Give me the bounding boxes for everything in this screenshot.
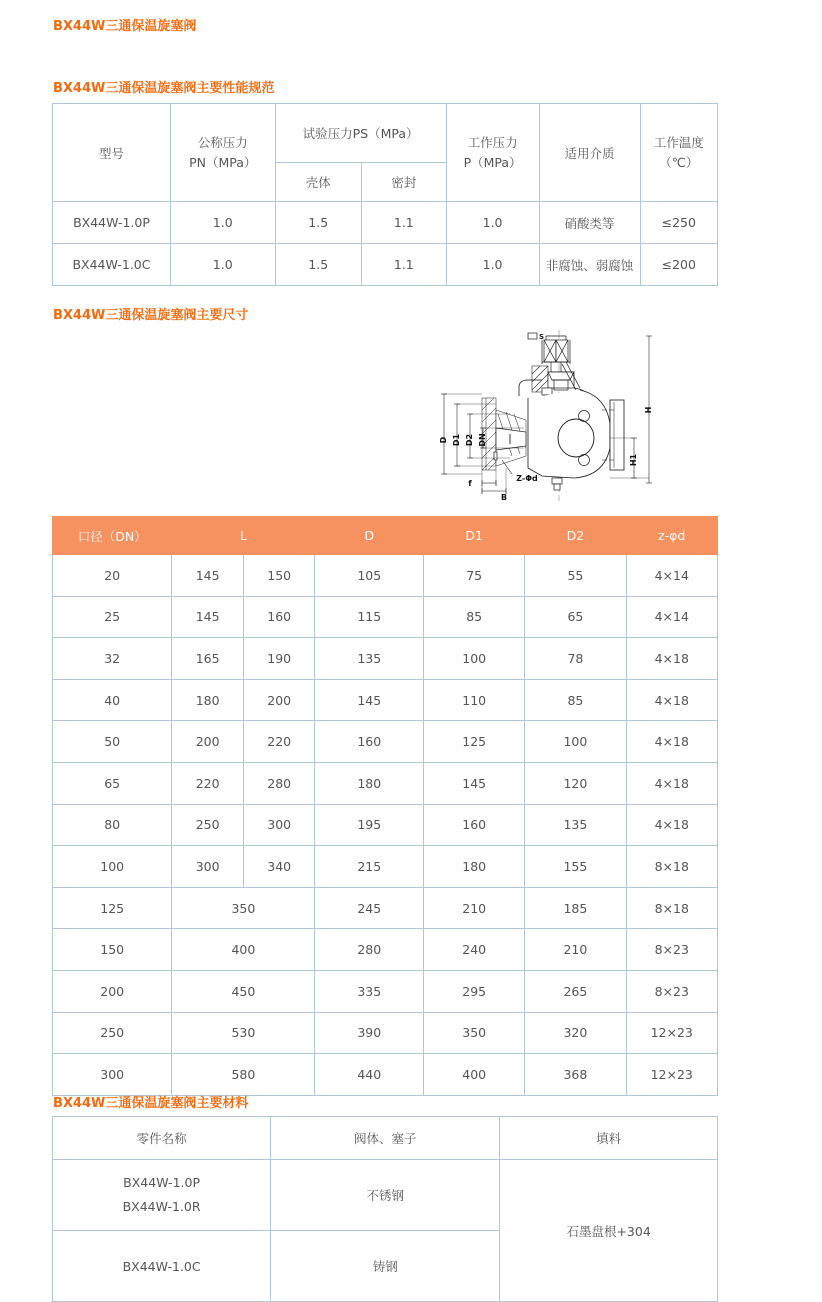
cell-z: 4×18 [626,762,718,804]
cell-z: 4×14 [626,596,718,638]
header-nominal-pressure-line1: 公称压力 [197,135,248,151]
cell-working: 1.0 [446,202,539,244]
cell-l1: 145 [172,596,244,638]
cell-d1: 180 [424,846,525,888]
cell-l-merged: 580 [172,1054,315,1096]
cell-d1: 85 [424,596,525,638]
cell-z: 4×18 [626,721,718,763]
cell-shell: 1.5 [275,202,361,244]
cell-d2: 55 [525,555,626,597]
cell-media: 非腐蚀、弱腐蚀 [539,244,640,286]
table-row [53,804,718,846]
cell-l1: 145 [172,555,244,597]
label-dn: DN [478,433,487,447]
header-d: D [315,517,424,555]
cell-d1: 110 [424,679,525,721]
table-row [53,244,718,286]
cell-l-merged: 450 [172,970,315,1012]
cell-working: 1.0 [446,244,539,286]
cell-d2: 265 [525,970,626,1012]
cell-l2: 200 [243,679,315,721]
s-symbol-box [528,333,537,339]
materials-section-title [53,1096,248,1112]
cell-dn: 65 [53,762,172,804]
cell-d2: 120 [525,762,626,804]
page-title-text: BX44W三通保温旋塞阀 [53,19,197,34]
cell-l1: 300 [172,846,244,888]
cell-l1: 250 [172,804,244,846]
cell-z: 12×23 [626,1012,718,1054]
cell-dn: 150 [53,929,172,971]
cell-part-line2: BX44W-1.0R [122,1199,201,1214]
cell-d1: 160 [424,804,525,846]
header-seal: 密封 [361,163,446,202]
materials-table [52,1116,718,1302]
cell-z: 4×14 [626,555,718,597]
label-d2: D2 [465,433,474,447]
label-d1: D1 [452,433,461,447]
header-working-pressure [446,104,539,202]
cell-d1: 240 [424,929,525,971]
cell-seal: 1.1 [361,244,446,286]
table-row [53,887,718,929]
header-nominal-pressure-line2: PN（MPa） [189,154,257,170]
header-working-pressure-line1: 工作压力 [467,135,518,151]
cell-z: 12×23 [626,1054,718,1096]
cell-d: 115 [315,596,424,638]
label-h1: H1 [629,453,638,467]
dimensions-section-title-text: BX44W三通保温旋塞阀主要尺寸 [53,308,249,323]
table-header-row [53,104,718,163]
cell-dn: 32 [53,638,172,680]
cell-d: 390 [315,1012,424,1054]
cell-l2: 340 [243,846,315,888]
cell-dn: 250 [53,1012,172,1054]
cell-pn: 1.0 [170,244,275,286]
cell-d: 160 [315,721,424,763]
cell-z: 8×18 [626,887,718,929]
label-f: f [468,479,472,488]
cell-seal: 1.1 [361,202,446,244]
cell-d2: 210 [525,929,626,971]
table-row [53,929,718,971]
performance-specs-table [52,103,718,286]
cell-d: 135 [315,638,424,680]
label-z-phi-d: Z-Φd [516,474,538,483]
cell-model: BX44W-1.0C [53,244,171,286]
table-row [53,762,718,804]
cell-dn: 80 [53,804,172,846]
cell-z: 8×23 [626,929,718,971]
cell-d1: 75 [424,555,525,597]
label-d: D [439,436,448,444]
cell-d: 195 [315,804,424,846]
materials-section-title-text: BX44W三通保温旋塞阀主要材料 [53,1096,249,1111]
cell-body-material: 不锈钢 [271,1160,500,1231]
label-b: B [500,493,508,502]
cell-d1: 145 [424,762,525,804]
table-row [53,679,718,721]
cell-z: 4×18 [626,804,718,846]
header-temperature-line2: （℃） [659,154,699,170]
cell-d: 215 [315,846,424,888]
table-row [53,596,718,638]
dimensions-section-title [53,308,248,324]
cell-l1: 165 [172,638,244,680]
cell-l2: 160 [243,596,315,638]
cell-l1: 220 [172,762,244,804]
header-d2: D2 [525,517,626,555]
cell-d1: 210 [424,887,525,929]
header-body-plug: 阀体、塞子 [271,1117,500,1160]
cell-shell: 1.5 [275,244,361,286]
cell-l1: 180 [172,679,244,721]
table-header-row [53,1117,718,1160]
table-row [53,1160,718,1231]
table-header-row [53,517,718,555]
cell-temperature: ≤200 [640,244,717,286]
cell-z: 8×18 [626,846,718,888]
cell-d1: 100 [424,638,525,680]
cell-d1: 125 [424,721,525,763]
label-s: S [539,333,545,341]
cell-l-merged: 350 [172,887,315,929]
table-row [53,555,718,597]
cell-d: 335 [315,970,424,1012]
header-dn: 口径（DN） [53,517,172,555]
cell-l2: 280 [243,762,315,804]
cell-z: 4×18 [626,638,718,680]
cell-z: 8×23 [626,970,718,1012]
cell-d1: 350 [424,1012,525,1054]
valve-cross-section-drawing [424,328,662,503]
performance-section-title [53,81,274,97]
cell-l2: 220 [243,721,315,763]
cell-dn: 125 [53,887,172,929]
cell-l-merged: 400 [172,929,315,971]
cell-part-names: BX44W-1.0C [53,1231,271,1302]
table-row [53,970,718,1012]
header-part-name: 零件名称 [53,1117,271,1160]
header-temperature [640,104,717,202]
cell-model: BX44W-1.0P [53,202,171,244]
cell-l2: 300 [243,804,315,846]
cell-d: 440 [315,1054,424,1096]
cell-d2: 100 [525,721,626,763]
cell-l-merged: 530 [172,1012,315,1054]
cell-body-material: 铸钢 [271,1231,500,1302]
cell-packing-material: 石墨盘根+304 [500,1160,718,1302]
cell-d2: 185 [525,887,626,929]
cell-l1: 200 [172,721,244,763]
header-nominal-pressure [170,104,275,202]
cell-d: 280 [315,929,424,971]
table-row [53,1012,718,1054]
cell-dn: 25 [53,596,172,638]
header-test-pressure: 试验压力PS（MPa） [275,104,446,163]
cell-part-names [53,1160,271,1231]
plug-bore [558,419,594,457]
cell-d2: 135 [525,804,626,846]
cell-part-line1: BX44W-1.0P [123,1174,200,1190]
header-d1: D1 [424,517,525,555]
cell-dn: 100 [53,846,172,888]
cell-media: 硝酸类等 [539,202,640,244]
cell-z: 4×18 [626,679,718,721]
cell-dn: 300 [53,1054,172,1096]
cell-d1: 400 [424,1054,525,1096]
cell-d: 180 [315,762,424,804]
cell-d: 105 [315,555,424,597]
cell-d2: 155 [525,846,626,888]
dimensions-table [52,516,718,1096]
cell-d2: 368 [525,1054,626,1096]
cell-dn: 40 [53,679,172,721]
header-working-pressure-line2: P（MPa） [463,154,522,170]
cell-dn: 20 [53,555,172,597]
table-row [53,721,718,763]
cell-l2: 150 [243,555,315,597]
cell-l2: 190 [243,638,315,680]
cell-d2: 78 [525,638,626,680]
page-title [53,19,196,35]
table-row [53,1054,718,1096]
table-row [53,638,718,680]
header-l: L [172,517,315,555]
performance-section-title-text: BX44W三通保温旋塞阀主要性能规范 [53,81,275,96]
header-model: 型号 [53,104,171,202]
header-packing: 填料 [500,1117,718,1160]
header-z: z-φd [626,517,718,555]
header-shell: 壳体 [275,163,361,202]
cell-pn: 1.0 [170,202,275,244]
cell-dn: 50 [53,721,172,763]
cell-temperature: ≤250 [640,202,717,244]
cell-d2: 320 [525,1012,626,1054]
cell-d: 245 [315,887,424,929]
cell-d2: 65 [525,596,626,638]
cell-dn: 200 [53,970,172,1012]
table-row [53,846,718,888]
header-temperature-line1: 工作温度 [653,135,704,151]
cell-d1: 295 [424,970,525,1012]
cell-d: 145 [315,679,424,721]
label-h: H [644,406,653,414]
header-media: 适用介质 [539,104,640,202]
table-row [53,202,718,244]
cell-d2: 85 [525,679,626,721]
